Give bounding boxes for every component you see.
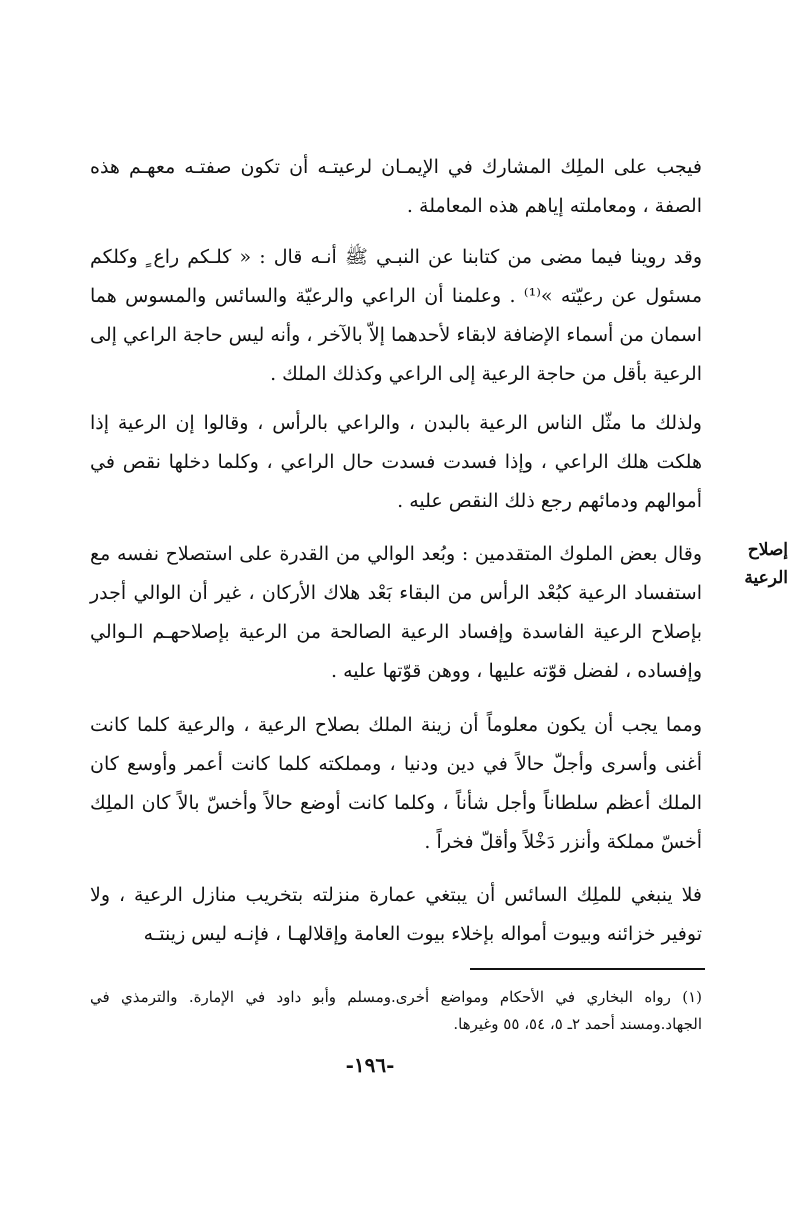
- page-number: -١٩٦-: [345, 1053, 395, 1077]
- paragraph-1: فيجب على الملِك المشارك في الإيمـان لرعيتـه أن تكون صفتـه معهـم هذه الصفة ، ومعاملته إياهم هذه المعاملة .: [90, 156, 702, 217]
- margin-note: إصلاح الرعية: [744, 540, 788, 588]
- paragraph-5: ومما يجب أن يكون معلوماً أن زينة الملك بصلاح الرعية ، والرعية كلما كانت أغنى وأسرى وأجلّ حالاً في دين ودنيا ، ومملكته كلما كانت أعمر وأوسع كان الملك أعظم سلطاناً وأجل شأناً ، وكلما كانت أوضع حالاً وأخسّ بالاً كان الملِك أخسّ مملكة وأنزر دَخْلاً وأقلّ فخراً .: [90, 714, 702, 853]
- paragraph-4: وقال بعض الملوك المتقدمين : وبُعد الوالي من القدرة على استصلاح نفسه مع استفساد الرعية كبُعْد الرأس من البقاء بَعْد هلاك الأركان ، غير أن الوالي أجدر بإصلاح الرعية الفاسدة وإفساد الرعية الصالحة من الرعية بإصلاحهـم الـوالي وإفساده ، لفضل قوّته عليها ، ووهن قوّتها عليه .: [90, 543, 702, 682]
- paragraph-2: وقد روينا فيما مضى من كتابنا عن النبـي ﷺ أنـه قال : « كلـكم راع ٍ وكلكم مسئول عن رعيّته »⁽¹⁾ . وعلمنا أن الراعي والرعيّة والسائس والمسوس هما اسمان من أسماء الإضافة لابقاء لأحدهما إلاّ بالآخر ، وأنه ليس حاجة الراعي إلى الرعية بأقل من حاجة الرعية إلى الراعي وكذلك الملك .: [90, 246, 702, 385]
- footnote-separator: [470, 968, 705, 970]
- paragraph-3: ولذلك ما مثّل الناس الرعية بالبدن ، والراعي بالرأس ، وقالوا إن الرعية إذا هلكت هلك الراعي ، وإذا فسدت فسدت حال الراعي ، وكلما دخلها نقص في أموالهم ودمائهم رجع ذلك النقص عليه .: [90, 412, 702, 512]
- footnote: (١) رواه البخاري في الأحكام ومواضع أخرى.ومسلم وأبو داود في الإمارة. والترمذي في الجهاد.ومسند أحمد ٢ـ ٥، ٥٤، ٥٥ وغيرها.: [90, 988, 702, 1033]
- paragraph-6: فلا ينبغي للملِك السائس أن يبتغي عمارة منزلته بتخريب منازل الرعية ، ولا توفير خزائنه وبيوت أمواله بإخلاء بيوت العامة وإقلالهـا ، فإنـه ليس زينتـه: [90, 884, 702, 945]
